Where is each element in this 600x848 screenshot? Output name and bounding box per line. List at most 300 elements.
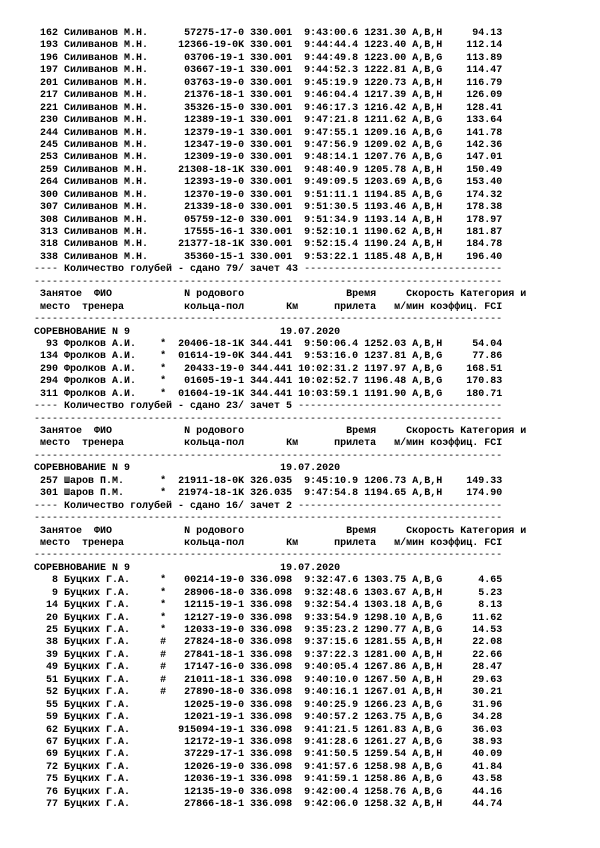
result-row bbox=[0, 625, 600, 637]
result-row bbox=[0, 650, 600, 662]
result-row bbox=[0, 600, 600, 612]
col-time-header: Время bbox=[346, 426, 377, 437]
distance-km: 336.098 bbox=[250, 662, 293, 674]
fci: 22.08 bbox=[472, 637, 503, 649]
category: A,B,H bbox=[412, 674, 443, 686]
speed: 1190.24 bbox=[364, 239, 407, 251]
fci: 112.14 bbox=[466, 40, 503, 52]
place: 308 bbox=[40, 214, 59, 226]
speed: 1206.73 bbox=[364, 475, 407, 487]
arrival-time: 9:41:59.1 bbox=[304, 774, 359, 786]
speed: 1258.98 bbox=[364, 761, 407, 773]
fci: 29.63 bbox=[472, 674, 503, 686]
result-row bbox=[0, 177, 600, 189]
mark: * bbox=[160, 388, 167, 400]
trainer-name: Силиванов М.Н. bbox=[64, 189, 149, 201]
distance-km: 330.001 bbox=[250, 152, 293, 164]
arrival-time: 9:41:50.5 bbox=[304, 749, 359, 761]
category: A,B,H bbox=[412, 637, 443, 649]
speed: 1237.81 bbox=[364, 351, 407, 363]
category: A,B,G bbox=[412, 139, 443, 151]
fci: 34.28 bbox=[472, 712, 503, 724]
category: A,B,G bbox=[412, 575, 443, 587]
speed: 1197.97 bbox=[364, 363, 407, 375]
speed: 1267.86 bbox=[364, 662, 407, 674]
result-row bbox=[0, 364, 600, 376]
category: A,B,G bbox=[412, 761, 443, 773]
result-row bbox=[0, 78, 600, 90]
distance-km: 330.001 bbox=[250, 227, 293, 238]
trainer-name: Силиванов М.Н. bbox=[64, 102, 149, 114]
ring-number: 12370-19-0 bbox=[184, 189, 245, 201]
fci: 43.58 bbox=[472, 774, 503, 786]
trainer-name: Фролков А.И. bbox=[64, 376, 137, 388]
trainer-name: Силиванов М.Н. bbox=[64, 28, 149, 39]
arrival-time: 9:44:52.3 bbox=[304, 65, 359, 77]
place: 67 bbox=[46, 736, 59, 748]
distance-km: 326.035 bbox=[250, 475, 293, 487]
place: 76 bbox=[46, 786, 59, 798]
rule-line bbox=[0, 414, 600, 426]
result-row bbox=[0, 103, 600, 115]
competition-number: 9 bbox=[124, 326, 131, 338]
fci: 36.03 bbox=[472, 724, 503, 736]
header-row-2 bbox=[0, 538, 600, 550]
ring-number: 27824-18-0 bbox=[184, 637, 245, 649]
competition-label: СОРЕВНОВАНИЕ N bbox=[34, 463, 119, 475]
col-speed-header: Скорость bbox=[406, 289, 455, 301]
col-fci-subheader: FCI bbox=[484, 537, 503, 549]
distance-km: 344.441 bbox=[250, 376, 293, 388]
ring-number: 21339-18-0 bbox=[184, 202, 245, 214]
trainer-name: Буцких Г.А. bbox=[64, 600, 131, 612]
trainer-name: Фролков А.И. bbox=[64, 363, 137, 375]
speed: 1303.67 bbox=[364, 587, 407, 599]
col-category-header: Категория и bbox=[460, 289, 527, 301]
result-row bbox=[0, 215, 600, 227]
arrival-time: 9:32:48.6 bbox=[304, 587, 359, 599]
ring-number: 21308-18-1K bbox=[178, 164, 245, 176]
category: A,B,G bbox=[412, 625, 443, 636]
distance-km: 336.098 bbox=[250, 774, 293, 786]
fci: 180.71 bbox=[466, 388, 503, 400]
mark: * bbox=[160, 600, 167, 612]
arrival-time: 9:45:10.9 bbox=[304, 475, 359, 487]
result-row bbox=[0, 476, 600, 488]
ring-number: 12366-19-0K bbox=[178, 40, 245, 52]
speed: 1303.18 bbox=[364, 600, 407, 612]
result-row bbox=[0, 725, 600, 737]
competition-line bbox=[0, 327, 600, 339]
ring-number: 12021-19-1 bbox=[184, 712, 245, 724]
place: 264 bbox=[40, 177, 59, 189]
distance-km: 336.098 bbox=[250, 587, 293, 599]
summary-text: Количество голубей - сдано 16/ зачет 2 bbox=[64, 500, 293, 512]
speed: 1258.32 bbox=[364, 799, 407, 811]
category: A,B,H bbox=[412, 202, 443, 214]
fci: 28.47 bbox=[472, 662, 503, 674]
result-row bbox=[0, 662, 600, 674]
ring-number: 12115-19-1 bbox=[184, 600, 245, 612]
trainer-name: Силиванов М.Н. bbox=[64, 164, 149, 176]
competition-date: 19.07.2020 bbox=[280, 326, 341, 338]
distance-km: 330.001 bbox=[250, 127, 293, 139]
distance-km: 336.098 bbox=[250, 761, 293, 773]
fci: 178.97 bbox=[466, 214, 503, 226]
col-time-header: Время bbox=[346, 289, 377, 301]
arrival-time: 9:48:40.9 bbox=[304, 164, 359, 176]
speed: 1191.90 bbox=[364, 388, 407, 400]
ring-number: 27890-18-0 bbox=[184, 687, 245, 699]
ring-number: 28906-18-0 bbox=[184, 587, 245, 599]
speed: 1223.40 bbox=[364, 40, 407, 52]
category: A,B,G bbox=[412, 52, 443, 64]
category: A,B,H bbox=[412, 28, 443, 39]
speed: 1267.01 bbox=[364, 687, 407, 699]
arrival-time: 9:51:30.5 bbox=[304, 202, 359, 214]
trainer-name: Силиванов М.Н. bbox=[64, 202, 149, 214]
arrival-time: 9:40:05.4 bbox=[304, 662, 359, 674]
category: A,B,H bbox=[412, 214, 443, 226]
distance-km: 330.001 bbox=[250, 40, 293, 52]
arrival-time: 9:49:09.5 bbox=[304, 177, 359, 189]
distance-km: 336.098 bbox=[250, 749, 293, 761]
col-place-header: Занятое bbox=[40, 525, 83, 537]
arrival-time: 9:48:14.1 bbox=[304, 152, 359, 164]
speed: 1263.75 bbox=[364, 712, 407, 724]
trainer-name: Силиванов М.Н. bbox=[64, 251, 149, 263]
speed: 1223.00 bbox=[364, 52, 407, 64]
ring-number: 20433-19-0 bbox=[184, 363, 245, 375]
competition-number: 9 bbox=[124, 562, 131, 574]
ring-number: 12026-19-0 bbox=[184, 761, 245, 773]
trainer-name: Буцких Г.А. bbox=[64, 637, 131, 649]
summary-line bbox=[0, 401, 600, 413]
place: 253 bbox=[40, 152, 59, 164]
arrival-time: 9:32:47.6 bbox=[304, 575, 359, 587]
speed: 1209.02 bbox=[364, 139, 407, 151]
col-place-subheader: место bbox=[40, 537, 71, 549]
distance-km: 330.001 bbox=[250, 139, 293, 151]
arrival-time: 9:53:22.1 bbox=[304, 251, 359, 263]
fci: 116.79 bbox=[466, 77, 503, 89]
header-row-1 bbox=[0, 526, 600, 538]
distance-km: 336.098 bbox=[250, 625, 293, 636]
place: 9 bbox=[52, 587, 59, 599]
place: 197 bbox=[40, 65, 59, 77]
col-name-header: ФИО bbox=[94, 525, 113, 537]
competition-line bbox=[0, 563, 600, 575]
trainer-name: Буцких Г.А. bbox=[64, 712, 131, 724]
rule-line bbox=[0, 550, 600, 562]
col-name-subheader: тренера bbox=[82, 537, 125, 549]
result-row bbox=[0, 165, 600, 177]
col-time-subheader: прилета bbox=[334, 301, 377, 313]
col-km-subheader: Км bbox=[286, 537, 299, 549]
trainer-name: Буцких Г.А. bbox=[64, 736, 131, 748]
ring-number: 03763-19-0 bbox=[184, 77, 245, 89]
fci: 114.47 bbox=[466, 65, 503, 77]
col-ring-subheader: кольца-пол bbox=[184, 301, 245, 313]
result-row bbox=[0, 190, 600, 202]
ring-number: 05759-12-0 bbox=[184, 214, 245, 226]
category: A,B,G bbox=[412, 600, 443, 612]
fci: 41.84 bbox=[472, 761, 503, 773]
distance-km: 330.001 bbox=[250, 65, 293, 77]
category: A,B,G bbox=[412, 189, 443, 201]
trainer-name: Буцких Г.А. bbox=[64, 625, 131, 636]
col-place-subheader: место bbox=[40, 438, 71, 450]
mark: * bbox=[160, 625, 167, 636]
distance-km: 336.098 bbox=[250, 699, 293, 711]
col-time-subheader: прилета bbox=[334, 438, 377, 450]
competition-date: 19.07.2020 bbox=[280, 562, 341, 574]
fci: 11.62 bbox=[472, 612, 503, 624]
speed: 1222.81 bbox=[364, 65, 407, 77]
arrival-time: 9:40:16.1 bbox=[304, 687, 359, 699]
place: 257 bbox=[40, 475, 59, 487]
result-row bbox=[0, 575, 600, 587]
result-row bbox=[0, 376, 600, 388]
ring-number: 37229-17-1 bbox=[184, 749, 245, 761]
arrival-time: 9:44:44.4 bbox=[304, 40, 359, 52]
place: 25 bbox=[46, 625, 59, 636]
col-place-header: Занятое bbox=[40, 289, 83, 301]
place: 294 bbox=[40, 376, 59, 388]
distance-km: 330.001 bbox=[250, 52, 293, 64]
speed: 1290.77 bbox=[364, 625, 407, 636]
arrival-time: 9:40:57.2 bbox=[304, 712, 359, 724]
arrival-time: 9:46:17.3 bbox=[304, 102, 359, 114]
category: A,B,H bbox=[412, 77, 443, 89]
ring-number: 20406-18-1K bbox=[178, 338, 245, 350]
col-ring-header: N родового bbox=[184, 525, 245, 537]
category: A,B,H bbox=[412, 649, 443, 661]
arrival-time: 9:41:21.5 bbox=[304, 724, 359, 736]
mark: # bbox=[160, 687, 167, 699]
fci: 174.90 bbox=[466, 488, 503, 500]
ring-number: 27866-18-1 bbox=[184, 799, 245, 811]
col-coef-subheader: коэффиц. bbox=[430, 301, 479, 313]
distance-km: 326.035 bbox=[250, 488, 293, 500]
category: A,B,G bbox=[412, 115, 443, 127]
category: A,B,H bbox=[412, 749, 443, 761]
col-speed-subheader: м/мин bbox=[394, 537, 425, 549]
distance-km: 330.001 bbox=[250, 202, 293, 214]
result-row bbox=[0, 737, 600, 749]
category: A,B,G bbox=[412, 699, 443, 711]
arrival-time: 9:33:54.9 bbox=[304, 612, 359, 624]
arrival-time: 9:45:19.9 bbox=[304, 77, 359, 89]
fci: 178.38 bbox=[466, 202, 503, 214]
speed: 1261.27 bbox=[364, 736, 407, 748]
place: 245 bbox=[40, 139, 59, 151]
category: A,B,G bbox=[412, 363, 443, 375]
distance-km: 330.001 bbox=[250, 77, 293, 89]
trainer-name: Буцких Г.А. bbox=[64, 749, 131, 761]
place: 62 bbox=[46, 724, 59, 736]
fci: 174.32 bbox=[466, 189, 503, 201]
result-row bbox=[0, 90, 600, 102]
place: 318 bbox=[40, 239, 59, 251]
col-speed-header: Скорость bbox=[406, 426, 455, 437]
mark: # bbox=[160, 649, 167, 661]
result-row bbox=[0, 40, 600, 52]
trainer-name: Буцких Г.А. bbox=[64, 587, 131, 599]
ring-number: 21011-18-1 bbox=[184, 674, 245, 686]
result-row bbox=[0, 115, 600, 127]
col-category-header: Категория и bbox=[460, 426, 527, 437]
distance-km: 336.098 bbox=[250, 799, 293, 811]
summary-dash: ---- bbox=[34, 401, 65, 413]
ring-number: 01605-19-1 bbox=[184, 376, 245, 388]
distance-km: 336.098 bbox=[250, 600, 293, 612]
summary-text: Количество голубей - сдано 79/ зачет 43 bbox=[64, 264, 299, 276]
ring-number: 01604-19-1K bbox=[178, 388, 245, 400]
result-row bbox=[0, 675, 600, 687]
arrival-time: 9:41:28.6 bbox=[304, 736, 359, 748]
fci: 181.87 bbox=[466, 227, 503, 238]
category: A,B,G bbox=[412, 127, 443, 139]
ring-number: 17555-16-1 bbox=[184, 227, 245, 238]
arrival-time: 10:03:59.1 bbox=[298, 388, 359, 400]
fci: 150.49 bbox=[466, 164, 503, 176]
distance-km: 336.098 bbox=[250, 612, 293, 624]
arrival-time: 9:40:25.9 bbox=[304, 699, 359, 711]
speed: 1258.76 bbox=[364, 786, 407, 798]
place: 244 bbox=[40, 127, 59, 139]
place: 39 bbox=[46, 649, 59, 661]
place: 72 bbox=[46, 761, 59, 773]
distance-km: 344.441 bbox=[250, 363, 293, 375]
result-row bbox=[0, 128, 600, 140]
place: 201 bbox=[40, 77, 59, 89]
category: A,B,G bbox=[412, 724, 443, 736]
arrival-time: 9:52:15.4 bbox=[304, 239, 359, 251]
fci: 5.23 bbox=[478, 587, 503, 599]
ring-number: 17147-16-0 bbox=[184, 662, 245, 674]
place: 338 bbox=[40, 251, 59, 263]
result-row bbox=[0, 799, 600, 811]
category: A,B,H bbox=[412, 251, 443, 263]
result-row bbox=[0, 637, 600, 649]
speed: 1298.10 bbox=[364, 612, 407, 624]
fci: 170.83 bbox=[466, 376, 503, 388]
category: A,B,G bbox=[412, 65, 443, 77]
arrival-time: 9:37:15.6 bbox=[304, 637, 359, 649]
category: A,B,H bbox=[412, 102, 443, 114]
fci: 94.13 bbox=[472, 28, 503, 39]
col-speed-header: Скорость bbox=[406, 525, 455, 537]
summary-dash: ---------------------------------- bbox=[292, 500, 503, 512]
arrival-time: 9:47:54.8 bbox=[304, 488, 359, 500]
col-ring-header: N родового bbox=[184, 289, 245, 301]
trainer-name: Силиванов М.Н. bbox=[64, 139, 149, 151]
place: 217 bbox=[40, 90, 59, 102]
summary-dash: ---------------------------------- bbox=[292, 401, 503, 413]
col-name-header: ФИО bbox=[94, 426, 113, 437]
ring-number: 03706-19-1 bbox=[184, 52, 245, 64]
mark: * bbox=[160, 575, 167, 587]
ring-number: 12036-19-1 bbox=[184, 774, 245, 786]
category: A,B,G bbox=[412, 712, 443, 724]
rule: ------------------------------------------------------------------------------ bbox=[34, 550, 503, 562]
fci: 168.51 bbox=[466, 363, 503, 375]
fci: 133.64 bbox=[466, 115, 503, 127]
fci: 128.41 bbox=[466, 102, 503, 114]
rule: ------------------------------------------------------------------------------ bbox=[34, 513, 503, 525]
result-row bbox=[0, 53, 600, 65]
place: 49 bbox=[46, 662, 59, 674]
fci: 77.86 bbox=[472, 351, 503, 363]
result-row bbox=[0, 227, 600, 239]
result-row bbox=[0, 613, 600, 625]
distance-km: 330.001 bbox=[250, 251, 293, 263]
speed: 1252.03 bbox=[364, 338, 407, 350]
col-fci-subheader: FCI bbox=[484, 301, 503, 313]
speed: 1203.69 bbox=[364, 177, 407, 189]
mark: * bbox=[160, 376, 167, 388]
category: A,B,G bbox=[412, 774, 443, 786]
place: 14 bbox=[46, 600, 59, 612]
speed: 1303.75 bbox=[364, 575, 407, 587]
trainer-name: Силиванов М.Н. bbox=[64, 115, 149, 127]
trainer-name: Фролков А.И. bbox=[64, 388, 137, 400]
col-name-subheader: тренера bbox=[82, 438, 125, 450]
trainer-name: Фролков А.И. bbox=[64, 351, 137, 363]
ring-number: 57275-17-0 bbox=[184, 28, 245, 39]
fci: 196.40 bbox=[466, 251, 503, 263]
distance-km: 344.441 bbox=[250, 338, 293, 350]
fci: 8.13 bbox=[478, 600, 503, 612]
result-row bbox=[0, 700, 600, 712]
distance-km: 330.001 bbox=[250, 102, 293, 114]
trainer-name: Силиванов М.Н. bbox=[64, 77, 149, 89]
col-category-header: Категория и bbox=[460, 525, 527, 537]
mark: * bbox=[160, 351, 167, 363]
trainer-name: Силиванов М.Н. bbox=[64, 40, 149, 52]
place: 300 bbox=[40, 189, 59, 201]
fci: 38.93 bbox=[472, 736, 503, 748]
speed: 1231.30 bbox=[364, 28, 407, 39]
ring-number: 12309-19-0 bbox=[184, 152, 245, 164]
place: 59 bbox=[46, 712, 59, 724]
result-row bbox=[0, 488, 600, 500]
fci: 149.33 bbox=[466, 475, 503, 487]
result-row bbox=[0, 389, 600, 401]
fci: 184.78 bbox=[466, 239, 503, 251]
speed: 1205.78 bbox=[364, 164, 407, 176]
summary-dash: ---- bbox=[34, 264, 65, 276]
header-row-1 bbox=[0, 289, 600, 301]
category: A,B,G bbox=[412, 736, 443, 748]
result-row bbox=[0, 588, 600, 600]
distance-km: 336.098 bbox=[250, 649, 293, 661]
trainer-name: Буцких Г.А. bbox=[64, 662, 131, 674]
trainer-name: Силиванов М.Н. bbox=[64, 177, 149, 189]
place: 162 bbox=[40, 28, 59, 39]
place: 93 bbox=[46, 338, 59, 350]
category: A,B,H bbox=[412, 227, 443, 238]
col-fci-subheader: FCI bbox=[484, 438, 503, 450]
speed: 1209.16 bbox=[364, 127, 407, 139]
distance-km: 330.001 bbox=[250, 115, 293, 127]
speed: 1220.73 bbox=[364, 77, 407, 89]
result-row bbox=[0, 351, 600, 363]
competition-label: СОРЕВНОВАНИЕ N bbox=[34, 562, 119, 574]
speed: 1259.54 bbox=[364, 749, 407, 761]
trainer-name: Силиванов М.Н. bbox=[64, 90, 149, 102]
